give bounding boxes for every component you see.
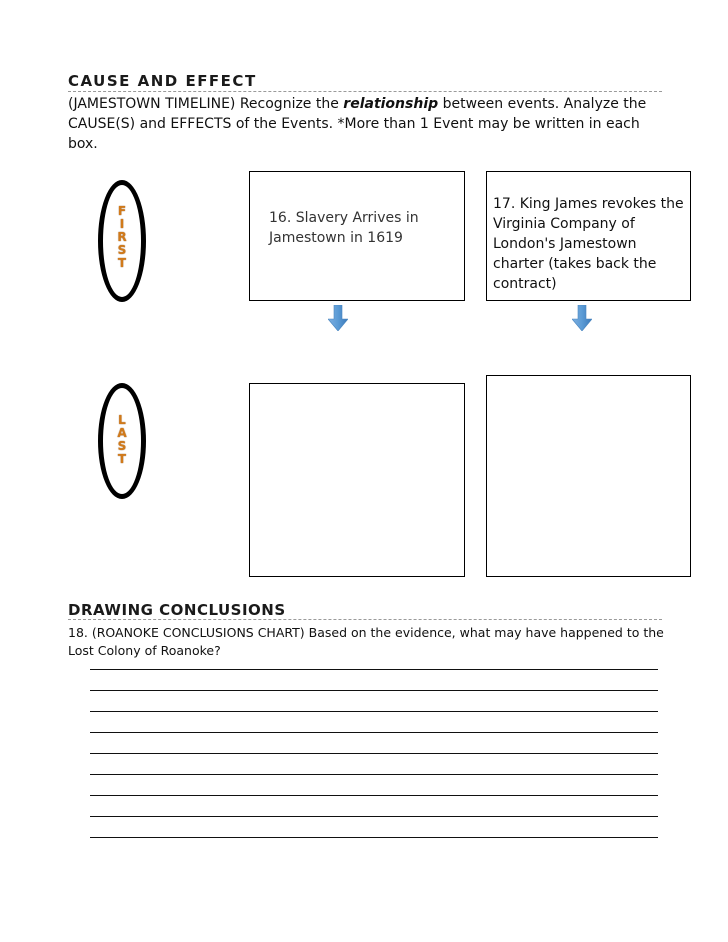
last-letter: T: [117, 452, 127, 466]
down-arrow-icon: [572, 305, 592, 331]
answer-line[interactable]: [90, 816, 658, 817]
event-16-box: [249, 171, 465, 301]
conclusions-prompt: 18. (ROANOKE CONCLUSIONS CHART) Based on the evidence, what may have happened to the Lost Colony of Roanoke?: [68, 625, 664, 658]
first-letter: T: [117, 256, 127, 270]
answer-line[interactable]: [90, 732, 658, 733]
first-letter: R: [117, 230, 127, 244]
first-letter: F: [117, 204, 127, 218]
effect-17-box[interactable]: [486, 375, 691, 577]
answer-lines: [90, 669, 658, 858]
cause-effect-heading: CAUSE AND EFFECT: [68, 72, 257, 90]
answer-line[interactable]: [90, 690, 658, 691]
instructions-prefix: (JAMESTOWN TIMELINE) Recognize the: [68, 96, 344, 112]
last-letter: A: [117, 426, 127, 440]
down-arrow-icon: [328, 305, 348, 331]
first-letter: S: [117, 243, 127, 257]
answer-line[interactable]: [90, 795, 658, 796]
instructions-suffix: between events. Analyze the CAUSE(S) and EFFECTS of the Events. *More than 1 Event may be written in each box.: [68, 96, 647, 152]
answer-line[interactable]: [90, 711, 658, 712]
answer-line[interactable]: [90, 774, 658, 775]
event-16-text: 16. Slavery Arrives in Jamestown in 1619: [269, 210, 419, 246]
first-label: [112, 205, 132, 270]
last-letter: S: [117, 439, 127, 453]
cause-effect-instructions: [68, 94, 668, 154]
effect-16-box[interactable]: [249, 383, 465, 577]
last-letter: L: [118, 413, 126, 427]
answer-line[interactable]: [90, 837, 658, 838]
answer-line[interactable]: [90, 753, 658, 754]
answer-line[interactable]: [90, 669, 658, 670]
event-17-box: [486, 171, 691, 301]
event-17-text: 17. King James revokes the Virginia Company of London's Jamestown charter (takes back the contract): [493, 196, 684, 292]
conclusions-heading: DRAWING CONCLUSIONS: [68, 601, 286, 619]
last-label: [112, 414, 132, 466]
heading-divider: [68, 619, 662, 620]
first-letter: I: [119, 217, 125, 231]
heading-divider: [68, 91, 662, 92]
instructions-emphasis: relationship: [343, 96, 439, 112]
